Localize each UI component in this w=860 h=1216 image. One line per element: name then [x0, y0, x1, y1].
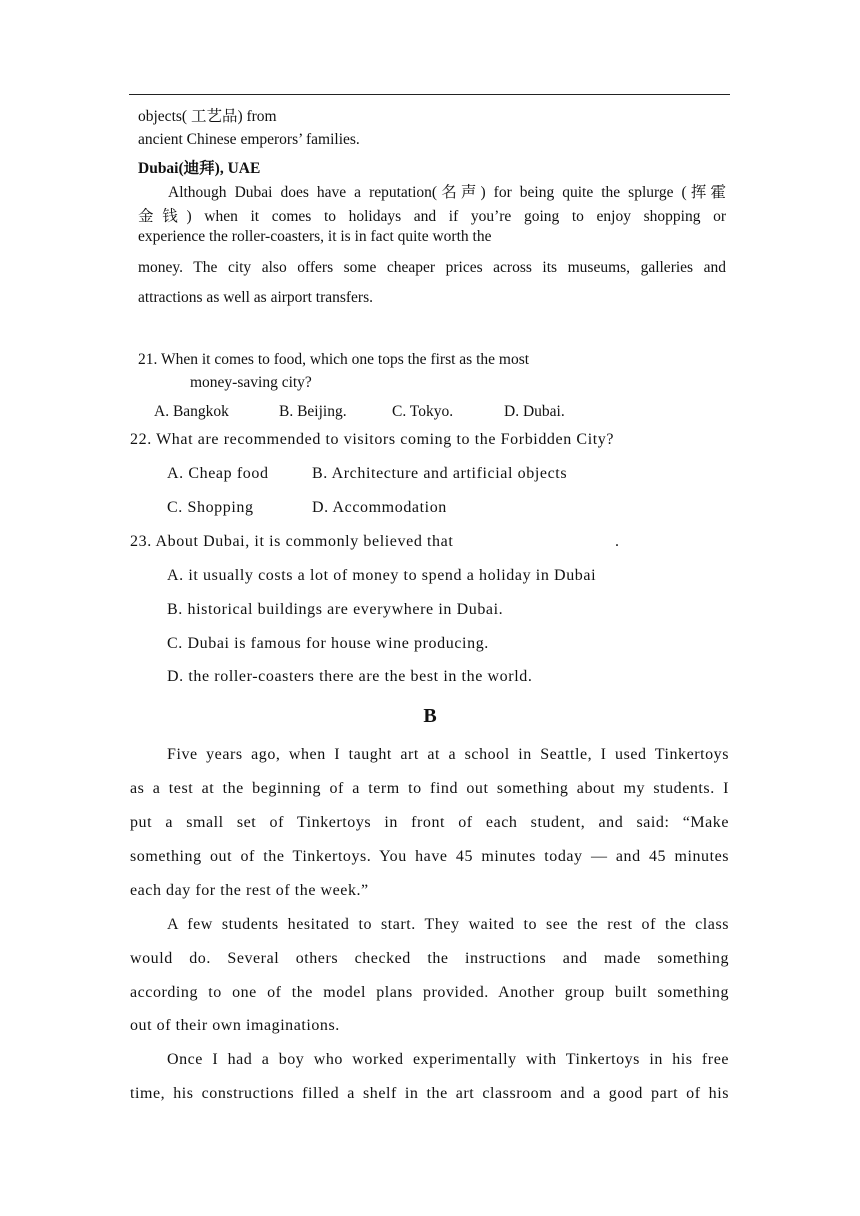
passage-line: 金钱) when it comes to holidays and if you’re going to enjoy shopping or — [138, 208, 726, 225]
header-rule — [129, 94, 730, 95]
question-stem: 23. About Dubai, it is commonly believed that — [130, 533, 454, 550]
question-stem: money-saving city? — [190, 374, 312, 391]
option-b: B. Beijing. — [279, 403, 347, 420]
option-c: C. Shopping — [167, 499, 254, 516]
passage-line: put a small set of Tinkertoys in front of each student, and said: “Make — [130, 814, 729, 831]
option-c: C. Dubai is famous for house wine producing. — [167, 635, 489, 652]
passage-line: Five years ago, when I taught art at a school in Seattle, I used Tinkertoys — [167, 746, 729, 763]
question-blank-end: . — [615, 533, 620, 550]
passage-line: Although Dubai does have a reputation(名声) for being quite the splurge (挥霍 — [168, 184, 726, 201]
option-d: D. Accommodation — [312, 499, 447, 516]
option-a: A. it usually costs a lot of money to spend a holiday in Dubai — [167, 567, 597, 584]
passage-line: something out of the Tinkertoys. You have 45 minutes today — and 45 minutes — [130, 848, 729, 865]
passage-line: ancient Chinese emperors’ families. — [138, 131, 360, 148]
passage-line: each day for the rest of the week.” — [130, 882, 369, 899]
passage-line: would do. Several others checked the instructions and made something — [130, 950, 729, 967]
option-d: D. Dubai. — [504, 403, 565, 420]
passage-line: time, his constructions filled a shelf in the art classroom and a good part of his — [130, 1085, 729, 1102]
passage-line: money. The city also offers some cheaper prices across its museums, galleries and — [138, 259, 726, 276]
section-heading-dubai: Dubai(迪拜), UAE — [138, 160, 261, 177]
passage-line: A few students hesitated to start. They waited to see the rest of the class — [167, 916, 729, 933]
option-b: B. historical buildings are everywhere in Dubai. — [167, 601, 504, 618]
passage-line: as a test at the beginning of a term to find out something about my students. I — [130, 780, 729, 797]
question-stem: 22. What are recommended to visitors coming to the Forbidden City? — [130, 431, 615, 448]
option-d: D. the roller-coasters there are the best in the world. — [167, 668, 533, 685]
section-b-heading: B — [423, 705, 437, 727]
passage-line: Once I had a boy who worked experimentally with Tinkertoys in his free — [167, 1051, 729, 1068]
option-a: A. Bangkok — [154, 403, 229, 420]
passage-line: according to one of the model plans provided. Another group built something — [130, 984, 729, 1001]
passage-line: experience the roller-coasters, it is in fact quite worth the — [138, 228, 492, 245]
passage-line: out of their own imaginations. — [130, 1017, 340, 1034]
option-a: A. Cheap food — [167, 465, 269, 482]
passage-line: attractions as well as airport transfers. — [138, 289, 373, 306]
option-c: C. Tokyo. — [392, 403, 454, 420]
passage-line: objects( 工艺品) from — [138, 108, 277, 125]
question-stem: 21. When it comes to food, which one tops the first as the most — [138, 351, 530, 368]
option-b: B. Architecture and artificial objects — [312, 465, 568, 482]
